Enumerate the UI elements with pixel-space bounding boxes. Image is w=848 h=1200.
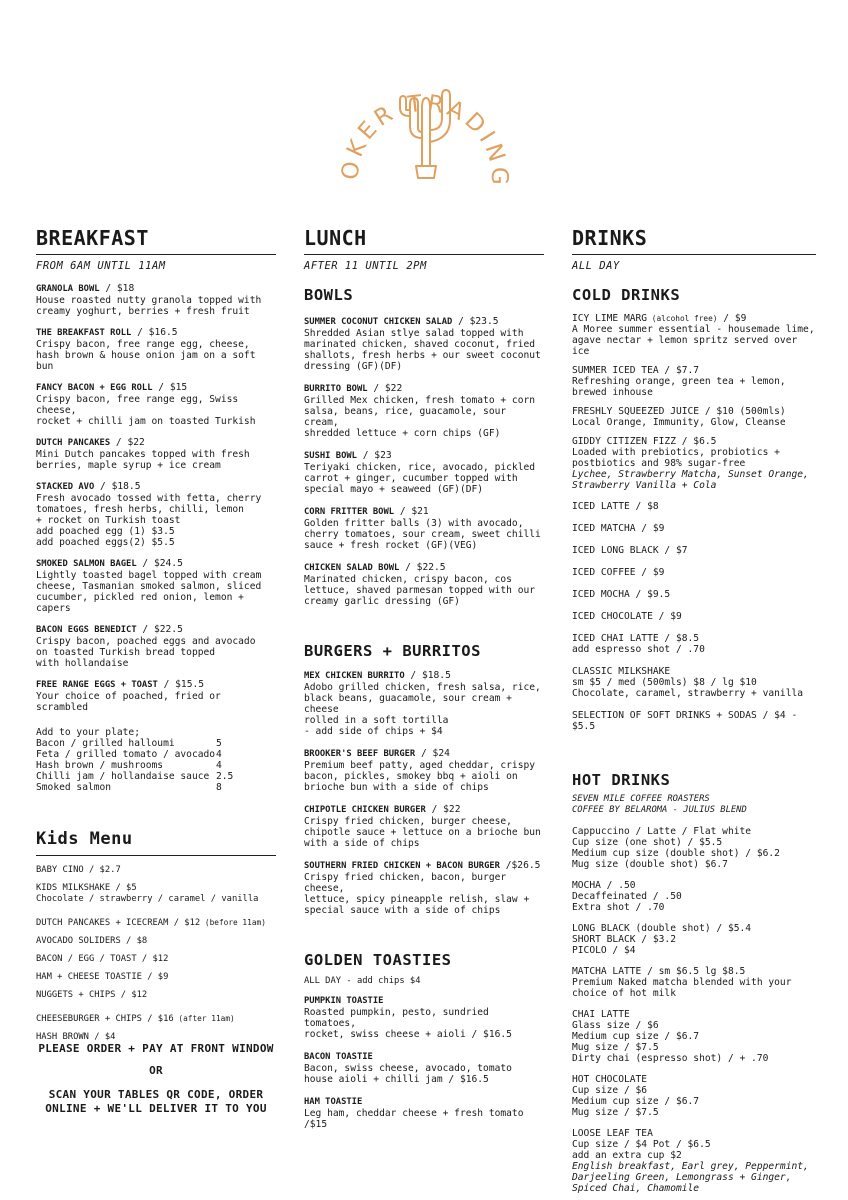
menu-item-desc: Lightly toasted bagel topped with cream cheese, Tasmanian smoked salmon, sliced cucumber, pickled red onion, lemon + capers bbox=[36, 570, 262, 614]
menu-item-head bbox=[36, 327, 276, 339]
hot-drink bbox=[572, 923, 816, 956]
toasties-subtitle: ALL DAY - add chips $4 bbox=[304, 976, 421, 986]
cold-drink bbox=[572, 406, 816, 428]
kids-item bbox=[36, 882, 276, 905]
cold-drink-flavours: Lychee, Strawberry Matcha, Sunset Orange, Strawberry Vanilla + Cola bbox=[572, 469, 809, 491]
menu-item-desc: Marinated chicken, crispy bacon, cos lettuce, shaved parmesan topped with our creamy garlic dressing (GF) bbox=[304, 574, 536, 607]
iced-drink-name: ICED CHOCOLATE / $9 bbox=[572, 611, 682, 622]
breakfast-title: BREAKFAST bbox=[36, 226, 276, 255]
menu-item-head bbox=[36, 679, 276, 691]
menu-item bbox=[304, 383, 544, 439]
iced-drink-name: ICED MOCHA / $9.5 bbox=[572, 589, 671, 600]
menu-item-head bbox=[36, 382, 276, 394]
menu-item bbox=[304, 1096, 544, 1130]
iced-drink-name: ICED CHAI LATTE / $8.5 bbox=[572, 633, 700, 644]
menu-item bbox=[36, 382, 276, 427]
iced-drink bbox=[572, 633, 816, 655]
menu-item-desc: Premium beef patty, aged cheddar, crispy bacon, pickles, smokey bbq + aioli on brioche bun with a side of chips bbox=[304, 760, 536, 793]
menu-item-desc: Shredded Asian stlye salad topped with marinated chicken, shaved coconut, fried shallots, fresh herbs + our sweet coconut dressing (GF)(DF) bbox=[304, 328, 541, 372]
cold-drink bbox=[572, 436, 816, 491]
cold-drinks-list bbox=[572, 313, 816, 491]
hot-drink bbox=[572, 826, 816, 870]
menu-item-desc: Crispy bacon, free range egg, Swiss cheese, rocket + chilli jam on toasted Turkish bbox=[36, 394, 256, 427]
kids-item-line bbox=[36, 953, 276, 965]
menu-item-head bbox=[304, 670, 544, 682]
menu-item-name: BACON TOASTIE bbox=[304, 1052, 373, 1062]
menu-item-price: / $24 bbox=[415, 748, 450, 759]
menu-item bbox=[304, 316, 544, 372]
menu-item bbox=[304, 670, 544, 737]
addon-row bbox=[36, 782, 276, 793]
kids-item-text: HASH BROWN / $4 bbox=[36, 1032, 116, 1042]
menu-item-head bbox=[36, 558, 276, 570]
kids-item bbox=[36, 917, 276, 929]
iced-drink bbox=[572, 589, 816, 600]
drinks-subtitle: ALL DAY bbox=[572, 260, 620, 272]
menu-item-name: CORN FRITTER BOWL bbox=[304, 507, 395, 517]
logo-text: OKER TRADING bbox=[340, 90, 510, 188]
kids-item-text: KIDS MILKSHAKE / $5 bbox=[36, 883, 137, 893]
iced-drink bbox=[572, 710, 816, 732]
menu-item-name: CHICKEN SALAD BOWL bbox=[304, 563, 400, 573]
hot-drink bbox=[572, 1074, 816, 1118]
menu-item-desc: Your choice of poached, fried or scrambled bbox=[36, 691, 221, 713]
kids-item-text: CHEESEBURGER + CHIPS / $16 bbox=[36, 1014, 174, 1024]
cold-drink bbox=[572, 365, 816, 398]
hot-drink-varieties: English breakfast, Earl grey, Peppermint, Darjeeling Green, Lemongrass + Ginger, Spiced Chai, Chamomile bbox=[572, 1161, 809, 1194]
brand-logo bbox=[340, 38, 510, 188]
menu-item-price: / $15.5 bbox=[157, 679, 205, 690]
menu-item-price: / $18 bbox=[99, 283, 135, 294]
kids-item-line bbox=[36, 1013, 276, 1025]
menu-item-price: / $23.5 bbox=[452, 316, 499, 327]
menu-item-name: SUMMER COCONUT CHICKEN SALAD bbox=[304, 317, 453, 327]
addon-price: 5 bbox=[216, 738, 222, 749]
hot-drink bbox=[572, 880, 816, 913]
bowls-list bbox=[304, 316, 544, 607]
hot-drink-text: MOCHA / .50 Decaffeinated / .50 Extra shot / .70 bbox=[572, 880, 682, 913]
cold-drink-head bbox=[572, 406, 816, 417]
kids-item bbox=[36, 989, 276, 1001]
cold-drink bbox=[572, 313, 816, 357]
menu-item bbox=[304, 804, 544, 849]
menu-item-desc: Crispy bacon, poached eggs and avocado on toasted Turkish bread topped with hollandaise bbox=[36, 636, 256, 669]
order-notice bbox=[36, 1042, 276, 1116]
lunch-subtitle: AFTER 11 UNTIL 2PM bbox=[304, 260, 427, 272]
iced-drink-name: ICED MATCHA / $9 bbox=[572, 523, 665, 534]
menu-item-name: SMOKED SALMON BAGEL bbox=[36, 559, 137, 569]
menu-item-desc: Adobo grilled chicken, fresh salsa, rice, black beans, guacamole, sour cream + cheese rolled in a soft tortilla - add side of chips + $4 bbox=[304, 682, 541, 737]
iced-drink bbox=[572, 501, 816, 512]
hot-drink bbox=[572, 966, 816, 999]
menu-item-desc: Crispy fried chicken, bacon, burger cheese, lettuce, spicy pineapple relish, slaw + special sauce with a side of chips bbox=[304, 872, 530, 916]
breakfast-subtitle: FROM 6AM UNTIL 11AM bbox=[36, 260, 166, 272]
menu-item-head bbox=[304, 1051, 544, 1063]
kids-item-line bbox=[36, 864, 276, 876]
menu-item-desc: House roasted nutty granola topped with creamy yoghurt, berries + fresh fruit bbox=[36, 295, 262, 317]
iced-drinks-list bbox=[572, 501, 816, 732]
kids-items bbox=[36, 864, 276, 1043]
menu-item-price: / $24.5 bbox=[136, 558, 183, 569]
menu-item-name: PUMPKIN TOASTIE bbox=[304, 996, 384, 1006]
menu-item-price: / $22.5 bbox=[136, 624, 183, 635]
menu-item-price: / $22.5 bbox=[399, 562, 446, 573]
menu-item-name: SOUTHERN FRIED CHICKEN + BACON BURGER bbox=[304, 861, 500, 871]
menu-item-head bbox=[36, 624, 276, 636]
breakfast-items bbox=[36, 283, 276, 713]
menu-item-desc: Mini Dutch pancakes topped with fresh berries, maple syrup + ice cream bbox=[36, 449, 250, 471]
cold-drink-note: (alcohol free) bbox=[647, 314, 718, 323]
burgers-title: BURGERS + BURRITOS bbox=[304, 642, 481, 660]
cold-drink-name: SUMMER ICED TEA / $7.7 bbox=[572, 365, 700, 376]
menu-item-head bbox=[36, 283, 276, 295]
menu-item-head bbox=[304, 450, 544, 462]
menu-item bbox=[304, 1051, 544, 1085]
menu-item-head bbox=[304, 860, 544, 872]
menu-item-desc: Leg ham, cheddar cheese + fresh tomato /$15 bbox=[304, 1108, 524, 1130]
hot-drink-text: HOT CHOCOLATE Cup size / $6 Medium cup size / $6.7 Mug size / $7.5 bbox=[572, 1074, 700, 1118]
menu-item-price: / $22 bbox=[367, 383, 403, 394]
menu-item-desc: Grilled Mex chicken, fresh tomato + corn salsa, beans, rice, guacamole, sour cream, shredded lettuce + corn chips (GF) bbox=[304, 395, 536, 439]
kids-item-text: BACON / EGG / TOAST / $12 bbox=[36, 954, 169, 964]
menu-item bbox=[36, 558, 276, 614]
menu-item-head bbox=[304, 506, 544, 518]
menu-item bbox=[36, 283, 276, 317]
menu-item-price: / $16.5 bbox=[131, 327, 178, 338]
menu-item-price: / $18.5 bbox=[94, 481, 141, 492]
hot-drink-text: CHAI LATTE Glass size / $6 Medium cup size / $6.7 Mug size / $7.5 Dirty chai (espresso shot) / + .70 bbox=[572, 1009, 769, 1064]
hot-drink bbox=[572, 1128, 816, 1194]
cold-drink-desc: Local Orange, Immunity, Glow, Cleanse bbox=[572, 417, 786, 428]
hot-drink-text: Cappuccino / Latte / Flat white Cup size (one shot) / $5.5 Medium cup size (double shot) / $6.2 Mug size (double shot) $6.7 bbox=[572, 826, 780, 870]
menu-item bbox=[36, 624, 276, 669]
kids-item-line bbox=[36, 882, 276, 894]
menu-item-head bbox=[304, 995, 544, 1007]
kids-item bbox=[36, 864, 276, 876]
menu-item-head bbox=[304, 804, 544, 816]
menu-item bbox=[304, 748, 544, 793]
kids-menu-title: Kids Menu bbox=[36, 827, 276, 856]
menu-item-name: BACON EGGS BENEDICT bbox=[36, 625, 137, 635]
cold-drink-name: GIDDY CITIZEN FIZZ / $6.5 bbox=[572, 436, 717, 447]
menu-item-desc: Bacon, swiss cheese, avocado, tomato house aioli + chilli jam / $16.5 bbox=[304, 1063, 512, 1085]
kids-item-text: AVOCADO SOLIDERS / $8 bbox=[36, 936, 148, 946]
kids-item-text: NUGGETS + CHIPS / $12 bbox=[36, 990, 148, 1000]
kids-item bbox=[36, 935, 276, 947]
menu-item-name: BROOKER'S BEEF BURGER bbox=[304, 749, 416, 759]
menu-item bbox=[36, 481, 276, 548]
lunch-title: LUNCH bbox=[304, 226, 544, 255]
kids-item-desc: Chocolate / strawberry / caramel / vanilla bbox=[36, 894, 259, 904]
iced-drink-name: ICED LONG BLACK / $7 bbox=[572, 545, 688, 556]
menu-item-name: GRANOLA BOWL bbox=[36, 284, 100, 294]
menu-item-desc: Fresh avocado tossed with fetta, cherry tomatoes, fresh herbs, chilli, lemon + rocket on Turkish toast add poached egg (1) $3.5 add poached eggs(2) $5.5 bbox=[36, 493, 262, 548]
kids-item-text: HAM + CHEESE TOASTIE / $9 bbox=[36, 972, 169, 982]
iced-drink-desc: add espresso shot / .70 bbox=[572, 644, 705, 655]
addon-price: 8 bbox=[216, 782, 222, 793]
menu-item-desc: Crispy bacon, free range egg, cheese, hash brown & house onion jam on a soft bun bbox=[36, 339, 256, 372]
menu-item-price: / $15 bbox=[152, 382, 188, 393]
menu-item-price: /$26.5 bbox=[499, 860, 541, 871]
menu-item-head bbox=[304, 1096, 544, 1108]
menu-item-name: THE BREAKFAST ROLL bbox=[36, 328, 132, 338]
menu-item-price: / $18.5 bbox=[404, 670, 451, 681]
menu-item-price: / $22 bbox=[425, 804, 461, 815]
hot-drink-text: LOOSE LEAF TEA Cup size / $4 Pot / $6.5 add an extra cup $2 bbox=[572, 1128, 711, 1161]
menu-item-price: / $21 bbox=[394, 506, 429, 517]
hot-drink bbox=[572, 1009, 816, 1064]
notice-line1: PLEASE ORDER + PAY AT FRONT WINDOW bbox=[38, 1042, 274, 1055]
menu-item-head bbox=[36, 437, 276, 449]
addon-row bbox=[36, 760, 276, 771]
notice-line2: SCAN YOUR TABLES QR CODE, ORDER ONLINE + WE'LL DELIVER IT TO YOU bbox=[45, 1088, 267, 1115]
menu-item-name: FREE RANGE EGGS + TOAST bbox=[36, 680, 158, 690]
kids-item bbox=[36, 971, 276, 983]
menu-item-name: SUSHI BOWL bbox=[304, 451, 357, 461]
addon-item: Feta / grilled tomato / avocado bbox=[36, 749, 216, 760]
menu-item-head bbox=[304, 383, 544, 395]
addon-item: Hash brown / mushrooms bbox=[36, 760, 164, 771]
cactus-logo-icon bbox=[340, 38, 510, 188]
hot-drink-text: MATCHA LATTE / sm $6.5 lg $8.5 Premium Naked matcha blended with your choice of hot milk bbox=[572, 966, 792, 999]
hot-drinks-subtitle: SEVEN MILE COFFEE ROASTERS COFFEE BY BELAROMA - JULIUS BLEND bbox=[572, 794, 747, 815]
breakfast-column bbox=[36, 226, 276, 1043]
toasties-title: GOLDEN TOASTIES bbox=[304, 951, 452, 969]
kids-item-text: DUTCH PANCAKES + ICECREAM / $12 bbox=[36, 918, 201, 928]
addon-item: Chilli jam / hollandaise sauce bbox=[36, 771, 210, 782]
addon-row bbox=[36, 771, 276, 782]
menu-item-head bbox=[36, 481, 276, 493]
notice-or: OR bbox=[149, 1064, 163, 1077]
lunch-column bbox=[304, 226, 544, 1130]
cold-drink-price: / $9 bbox=[717, 313, 747, 324]
cold-drink-desc: Loaded with prebiotics, probiotics + postbiotics and 98% sugar-free bbox=[572, 447, 780, 469]
kids-item-note: (before 11am) bbox=[200, 918, 266, 927]
kids-item-note: (after 11am) bbox=[173, 1014, 235, 1023]
kids-item-text: BABY CINO / $2.7 bbox=[36, 865, 121, 875]
iced-drink-name: ICED LATTE / $8 bbox=[572, 501, 659, 512]
kids-item bbox=[36, 1013, 276, 1025]
cold-drink-desc: A Moree summer essential - housemade lime, agave nectar + lemon spritz served over ice bbox=[572, 324, 815, 357]
iced-drink bbox=[572, 545, 816, 556]
menu-item-name: HAM TOASTIE bbox=[304, 1097, 363, 1107]
cold-drink-head bbox=[572, 313, 816, 324]
cold-drink-head bbox=[572, 365, 816, 376]
addon-row bbox=[36, 738, 276, 749]
menu-item bbox=[36, 327, 276, 372]
iced-drink-desc: sm $5 / med (500mls) $8 / lg $10 Chocolate, caramel, strawberry + vanilla bbox=[572, 677, 804, 699]
addon-item: Smoked salmon bbox=[36, 782, 112, 793]
menu-item-name: FANCY BACON + EGG ROLL bbox=[36, 383, 153, 393]
kids-item-line bbox=[36, 971, 276, 983]
hot-drinks-title: HOT DRINKS bbox=[572, 771, 671, 789]
iced-drink bbox=[572, 567, 816, 578]
addons-list bbox=[36, 738, 276, 793]
menu-item-desc: Teriyaki chicken, rice, avocado, pickled carrot + ginger, cucumber topped with special mayo + seaweed (GF)(DF) bbox=[304, 462, 536, 495]
menu-item bbox=[304, 450, 544, 495]
kids-item bbox=[36, 953, 276, 965]
menu-item-name: CHIPOTLE CHICKEN BURGER bbox=[304, 805, 426, 815]
cold-drink-name: ICY LIME MARG bbox=[572, 313, 648, 324]
menu-item-price: / $22 bbox=[110, 437, 145, 448]
drinks-column bbox=[572, 226, 816, 1194]
menu-item bbox=[36, 679, 276, 713]
menu-item-price: / $23 bbox=[356, 450, 392, 461]
toasties-list bbox=[304, 995, 544, 1130]
addon-row bbox=[36, 749, 276, 760]
menu-item bbox=[304, 860, 544, 916]
menu-item-head bbox=[304, 562, 544, 574]
drinks-title: DRINKS bbox=[572, 226, 816, 255]
menu-item-desc: Roasted pumpkin, pesto, sundried tomatoes, rocket, swiss cheese + aioli / $16.5 bbox=[304, 1007, 512, 1040]
kids-item-line bbox=[36, 935, 276, 947]
addons-title: Add to your plate; bbox=[36, 727, 140, 738]
cold-drink-head bbox=[572, 436, 816, 447]
kids-item-line bbox=[36, 989, 276, 1001]
menu-item-name: STACKED AVO bbox=[36, 482, 95, 492]
menu-item-name: MEX CHICKEN BURRITO bbox=[304, 671, 405, 681]
menu-item bbox=[304, 562, 544, 607]
iced-drink-name: ICED COFFEE / $9 bbox=[572, 567, 665, 578]
bowls-title: BOWLS bbox=[304, 286, 354, 304]
menu-item-desc: Golden fritter balls (3) with avocado, cherry tomatoes, sour cream, sweet chilli sauce + fresh rocket (GF)(VEG) bbox=[304, 518, 541, 551]
cold-drink-name: FRESHLY SQUEEZED JUICE / $10 (500mls) bbox=[572, 406, 786, 417]
menu-item-head bbox=[304, 748, 544, 760]
menu-item bbox=[36, 437, 276, 471]
cold-drink-desc: Refreshing orange, green tea + lemon, brewed inhouse bbox=[572, 376, 786, 398]
menu-item-desc: Crispy fried chicken, burger cheese, chipotle sauce + lettuce on a brioche bun with a side of chips bbox=[304, 816, 541, 849]
addon-item: Bacon / grilled halloumi bbox=[36, 738, 175, 749]
burgers-list bbox=[304, 670, 544, 916]
menu-item bbox=[304, 995, 544, 1040]
kids-item-line bbox=[36, 917, 276, 929]
iced-drink-name: SELECTION OF SOFT DRINKS + SODAS / $4 - $5.5 bbox=[572, 710, 798, 732]
iced-drink bbox=[572, 666, 816, 699]
addon-price: 4 bbox=[216, 760, 222, 771]
menu-item-name: DUTCH PANCAKES bbox=[36, 438, 111, 448]
iced-drink bbox=[572, 611, 816, 622]
iced-drink-name: CLASSIC MILKSHAKE bbox=[572, 666, 671, 677]
hot-drink-text: LONG BLACK (double shot) / $5.4 SHORT BLACK / $3.2 PICOLO / $4 bbox=[572, 923, 752, 956]
menu-item-head bbox=[304, 316, 544, 328]
addon-price: 2.5 bbox=[216, 771, 234, 782]
cold-drinks-title: COLD DRINKS bbox=[572, 286, 681, 304]
menu-item-name: BURRITO BOWL bbox=[304, 384, 368, 394]
hot-drinks-list bbox=[572, 826, 816, 1194]
iced-drink bbox=[572, 523, 816, 534]
menu-item bbox=[304, 506, 544, 551]
addon-price: 4 bbox=[216, 749, 222, 760]
